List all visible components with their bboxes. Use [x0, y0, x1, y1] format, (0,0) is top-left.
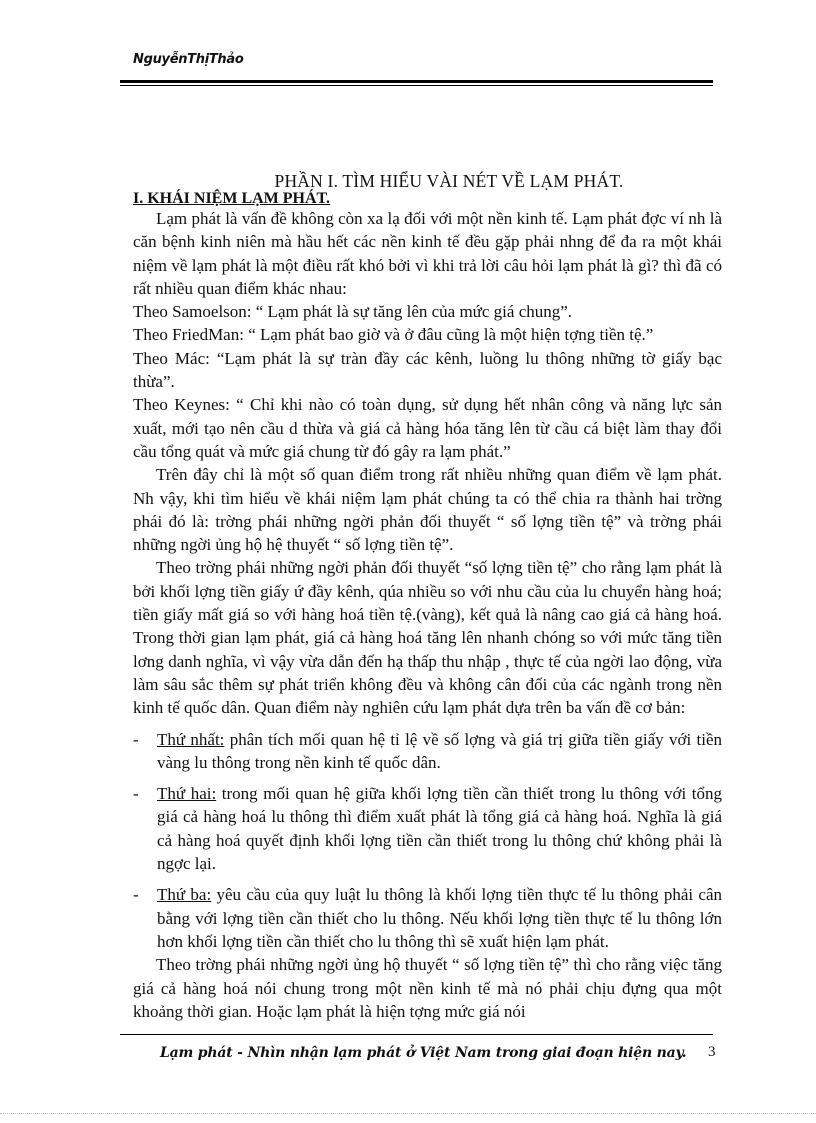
author-name: NguyễnThịThảo — [133, 52, 244, 67]
page-number: 3 — [708, 1044, 716, 1060]
list-item-second — [133, 782, 722, 875]
paragraph-opponents: Theo trờng phái những ngời phản đối thuyết “số lợng tiền tệ” cho rằng lạm phát là bởi khối lợng tiền giấy ứ đầy kênh, qúa nhiều so với nhu cầu của lu chuyển hàng hoá; tiền giấy mất giá so với hàng hoá tiền tệ.(vàng), kết quả là nâng cao giá cả hàng hoá. Trong thời gian lạm phát, giá cả hàng hoá tăng lên nhanh chóng so với mức tăng tiền lơng danh nghĩa, vì vậy vừa dẫn đến hạ thấp thu nhập , thực tế của ngời lao động, vừa làm sâu sắc thêm sự phát triển không đều và không cân đối của các ngành trong nền kinh tế quốc dân. Quan điểm này nghiên cứu lạm phát dựa trên ba vấn đề cơ bản: — [133, 558, 722, 718]
body-text — [133, 207, 722, 1023]
bullet-text: yêu cầu của quy luật lu thông là khối lợng tiền thực tế lu thông phải cân bằng với lợng tiền cần thiết cho lu thông. Nếu khối lợng tiền thực tế lu thông lớn hơn khối lợng tiền cần thiết cho lu thông thì sẽ xuất hiện lạm phát. — [157, 885, 722, 951]
quote-marx: Theo Mác: “Lạm phát là sự tràn đầy các kênh, luồng lu thông những tờ giấy bạc thừa”. — [133, 348, 722, 392]
bullet-text: trong mối quan hệ giữa khối lợng tiền cần thiết trong lu thông với tổng giá cả hàng hoá lu thông thì điểm xuất phát là tổng giá cả hàng hoá. Nghĩa là giá cả hàng hoá quyết định khối lợng tiền cần thiết trong lu thông chứ không phải là ngợc lại. — [157, 784, 722, 874]
section-title: I. KHÁI NIỆM LẠM PHÁT. — [133, 190, 331, 207]
footer-dotted-line — [0, 1113, 816, 1114]
quote-keynes: Theo Keynes: “ Chỉ khi nào có toàn dụng, sử dụng hết nhân công và năng lực sản xuất, mới tạo nên cầu d thừa và giá cả hàng hóa tăng lên từ cầu cá biệt làm thay đổi cầu tổng quát và mức giá chung từ đó gây ra lạm phát.” — [133, 395, 722, 461]
header-rule — [120, 80, 713, 86]
quote-friedman: Theo FriedMan: “ Lạm phát bao giờ và ở đâu cũng là một hiện tợng tiền tệ.” — [133, 325, 654, 345]
paragraph-schools: Trên đây chỉ là một số quan điểm trong rất nhiều những quan điểm về lạm phát. Nh vậy, khi tìm hiểu về khái niệm lạm phát chúng ta có thể chia ra thành hai trờng phái đó là: trờng phái những ngời phản đối thuyết “ số lợng tiền tệ” và trờng phái những ngời ủng hộ hệ thuyết “ số lợng tiền tệ”. — [133, 465, 722, 555]
list-item-third — [133, 883, 722, 953]
footer-rule — [120, 1034, 713, 1035]
bullet-dash: - — [133, 885, 139, 905]
paragraph-supporters: Theo trờng phái những ngời ủng hộ thuyết “ số lợng tiền tệ” thì cho rằng việc tăng giá cả hàng hoá nói chung trong một nền kinh tế mà nó phải chịu đựng qua một khoảng thời gian. Hoặc lạm phát là hiện tợng mức giá nói — [133, 955, 722, 1021]
list-item-first — [133, 728, 722, 775]
footer-title: Lạm phát - Nhìn nhận lạm phát ở Việt Nam trong giai đoạn hiện nay. — [160, 1045, 687, 1061]
bullet-label: Thứ hai: — [157, 784, 217, 804]
bullet-label: Thứ ba: — [157, 885, 212, 905]
bullet-text: phân tích mối quan hệ tỉ lệ về số lợng và giá trị giữa tiền giấy với tiền vàng lu thông trong nền kinh tế quốc dân. — [157, 729, 722, 772]
bullet-dash: - — [133, 784, 139, 804]
bullet-label: Thứ nhất: — [157, 729, 225, 749]
bullet-dash: - — [133, 729, 139, 749]
quote-samoelson: Theo Samoelson: “ Lạm phát là sự tăng lên của mức giá chung”. — [133, 302, 573, 322]
part-title: PHẦN I. TÌM HIỂU VÀI NÉT VỀ LẠM PHÁT. — [274, 171, 624, 191]
paragraph-intro: Lạm phát là vấn đề không còn xa lạ đối với một nền kinh tế. Lạm phát đợc ví nh là căn bệnh kinh niên mà hầu hết các nền kinh tế đều gặp phải nhng để đa ra một khái niệm về lạm phát là một điều rất khó bởi vì khi trả lời câu hỏi lạm phát là gì? thì đã có rất nhiều quan điểm khác nhau: — [133, 209, 722, 298]
